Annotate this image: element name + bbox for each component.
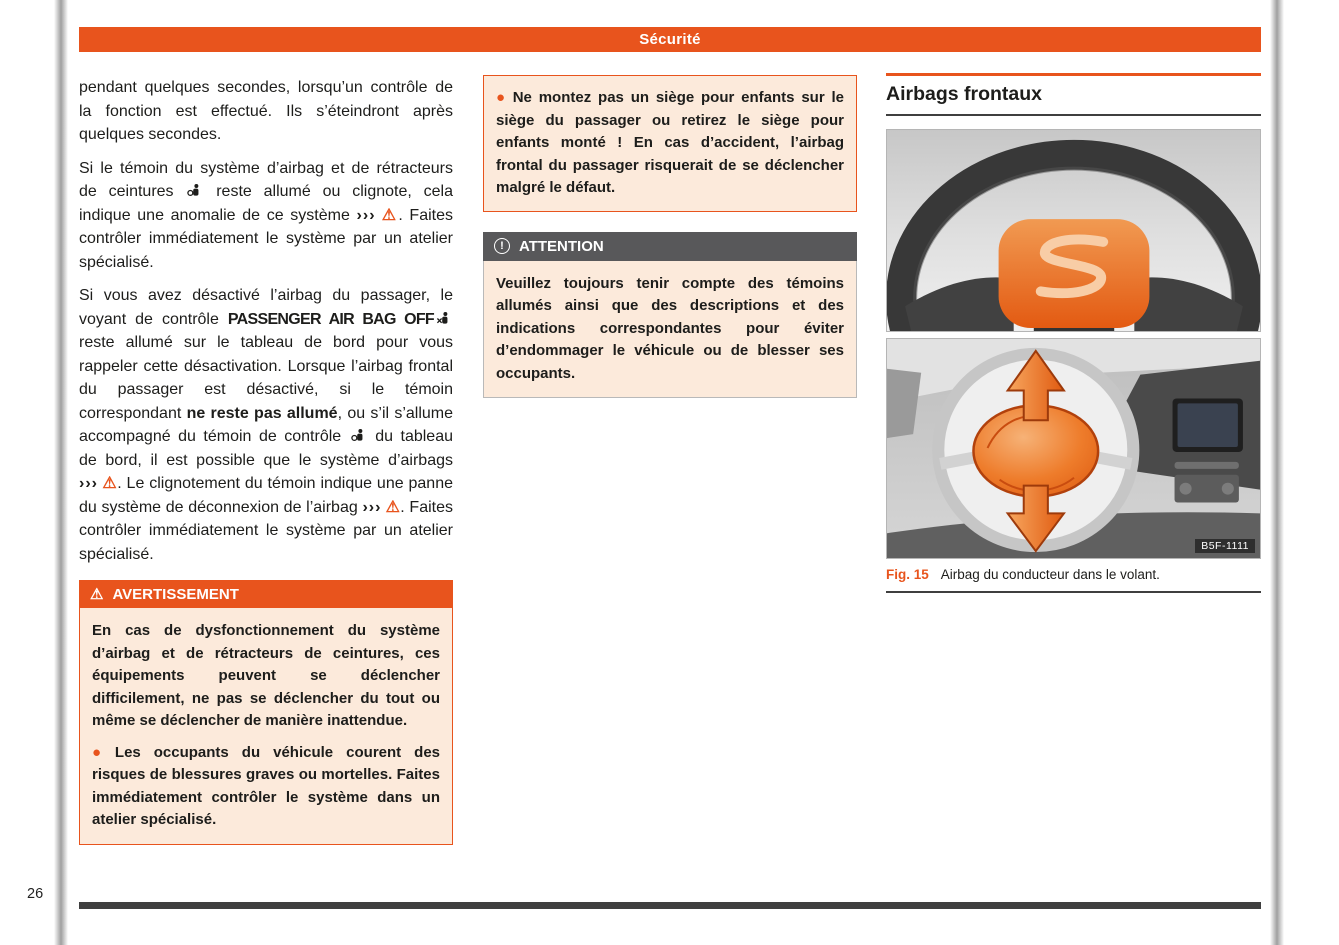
- console-knob-left: [1180, 483, 1192, 495]
- column-middle: [483, 75, 857, 398]
- heading-rule-dark: [886, 114, 1261, 116]
- warning-triangle-icon: ⚠: [379, 206, 399, 224]
- attention-box: [483, 232, 857, 399]
- infotainment-screen: [1178, 403, 1238, 447]
- airbag-deployment-svg: [887, 339, 1260, 558]
- page-edge-left: [54, 0, 68, 945]
- footer-rule: [79, 902, 1261, 909]
- warning-box-header: [79, 580, 453, 608]
- figure-caption-row: [886, 567, 1261, 582]
- page-number: 26: [27, 886, 44, 902]
- attention-box-title: ATTENTION: [519, 237, 604, 255]
- warning-list-item: ● Les occupants du véhicule courent des risques de blessures graves ou mortelles. Faites immédiatement contrôler le système dans un atelier spécialisé.: [92, 743, 441, 828]
- bullet-icon: ●: [92, 743, 110, 761]
- warning-box-title: AVERTISSEMENT: [112, 585, 239, 603]
- figure-label: Fig. 15: [886, 567, 929, 582]
- heading-rule-orange: [886, 73, 1261, 76]
- warning-triangle-icon: ⚠: [385, 498, 401, 516]
- figure-15: [886, 129, 1261, 593]
- attention-icon: !: [494, 238, 510, 254]
- steering-wheel-photo-svg: [887, 130, 1260, 331]
- figure-caption: Airbag du conducteur dans le volant.: [940, 567, 1160, 582]
- air-vent: [1175, 462, 1239, 469]
- belt-tensioner-warning-icon: [351, 425, 366, 449]
- warning-continuation-box: [483, 75, 857, 212]
- console-knob-right: [1222, 483, 1234, 495]
- column-left: [79, 76, 453, 845]
- cross-reference: ›››: [356, 206, 376, 224]
- warning-box: [79, 580, 453, 845]
- warning-box-body: [79, 608, 453, 845]
- subsection-heading: Airbags frontaux: [886, 83, 1043, 105]
- cross-reference: ›››: [79, 475, 98, 492]
- warning-paragraph: En cas de dysfonctionnement du système d’airbag et de rétracteurs de ceintures, ces équipements peuvent se déclencher difficilement, ne pas se déclencher du tout ou même se déclencher de manière inattendue.: [92, 622, 440, 729]
- steering-wheel-photo: [886, 129, 1261, 332]
- belt-tensioner-warning-icon: [187, 180, 202, 204]
- image-code-label: B5F-1111: [1195, 539, 1255, 553]
- warning-triangle-icon: ⚠: [101, 475, 118, 492]
- passenger-airbag-off-label: PASSENGER AIR BAG OFF: [227, 310, 434, 328]
- bullet-icon: ●: [496, 89, 508, 106]
- paragraph-3: Si vous avez désactivé l’airbag du passager, le voyant de contrôle PASSENGER AIR BAG OFF reste allumé sur le tableau de bord pour vous rappeler cette désactivation. Lorsque l’airbag frontal du passager est désactivé, si le témoin correspondant ne reste pas allumé, ou s’il s’allume accompagné du témoin de contrôle du tableau de bord, il est possible que le système d’airbags ››› ⚠. Le clignotement du témoin indique une panne du système de déconnexion de l’airbag ››› ⚠. Faites contrôler immédiatement le système par un atelier spécialisé.: [79, 287, 454, 563]
- warning-list-item: ● Ne montez pas un siège pour enfants sur le siège du passager ou retirez le siège pour enfants monté ! En cas d’accident, l’airbag frontal du passager risquerait de se déclencher malgré le défaut.: [496, 89, 844, 196]
- section-header: [79, 27, 1261, 52]
- caption-rule-dark: [886, 591, 1261, 593]
- section-title: Sécurité: [639, 31, 701, 48]
- paragraph-1: pendant quelques secondes, lorsqu’un contrôle de la fonction est effectué. Ils s’éteindront après quelques secondes.: [79, 79, 453, 143]
- bold-emphasis: ne reste pas allumé: [186, 404, 338, 422]
- airbag-deployment-illustration: [886, 338, 1261, 559]
- cross-reference: ›››: [362, 498, 382, 516]
- attention-box-body: [483, 261, 857, 399]
- attention-box-header: [483, 232, 857, 261]
- passenger-airbag-off-icon: [436, 308, 451, 332]
- attention-paragraph: Veuillez toujours tenir compte des témoins allumés ainsi que des descriptions et des indications correspondantes pour éviter d’endommager le véhicule ou de blesser ses occupants.: [496, 274, 844, 382]
- column-right: [886, 73, 1261, 593]
- page-edge-right: [1270, 0, 1284, 945]
- paragraph-2: Si le témoin du système d’airbag et de rétracteurs de ceintures reste allumé ou clignote, cela indique une anomalie de ce système ››› ⚠. Faites contrôler immédiatement le système par un atelier spécialisé.: [79, 159, 454, 271]
- warning-triangle-icon: ⚠: [90, 586, 104, 603]
